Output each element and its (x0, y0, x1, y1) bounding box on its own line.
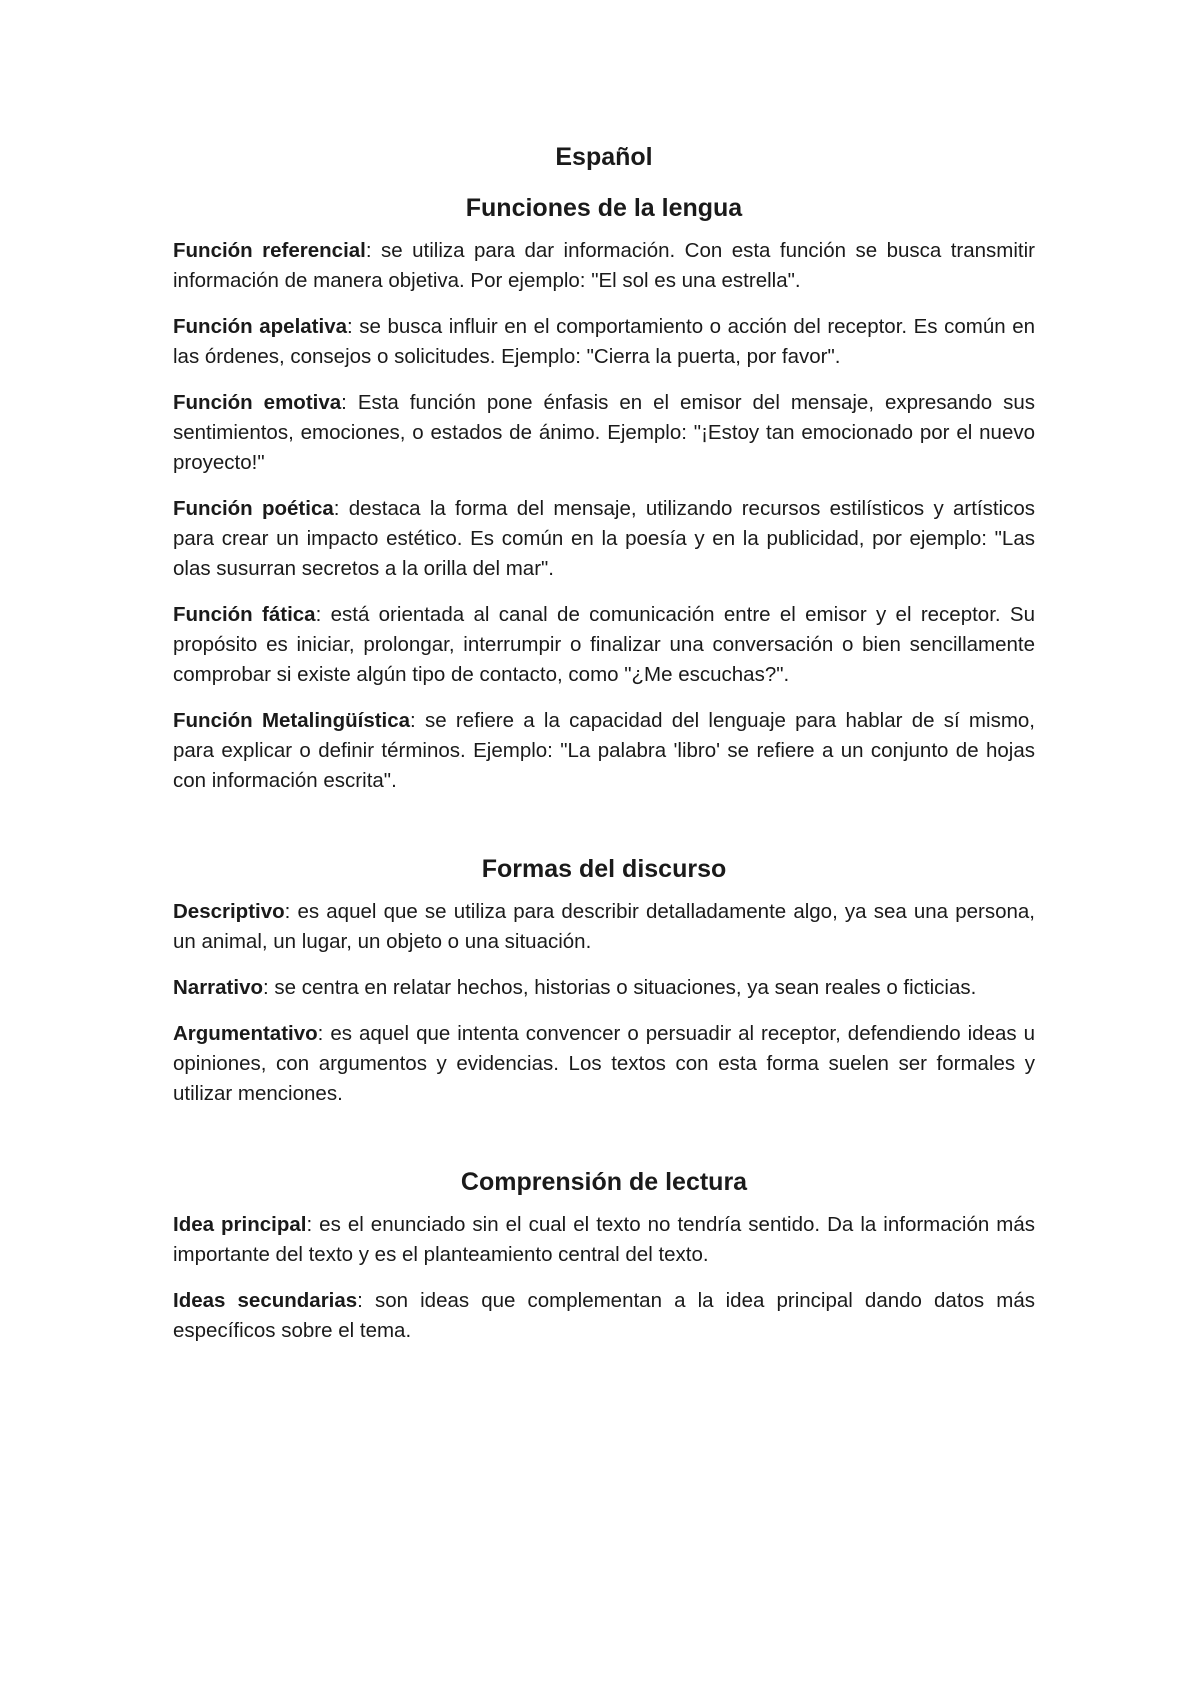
definition-text: : Esta función pone énfasis en el emisor del mensaje, expresando sus sentimientos, emociones, o estados de ánimo. Ejemplo: "¡Estoy tan emocionado por el nuevo proyecto!" (173, 391, 1035, 474)
definition-paragraph (173, 706, 1035, 796)
definition-term: Argumentativo (173, 1022, 318, 1045)
definition-paragraph (173, 973, 1035, 1003)
section-heading-comprension: Comprensión de lectura (460, 1168, 748, 1196)
definition-paragraph (173, 236, 1035, 296)
definition-term: Descriptivo (173, 900, 285, 923)
definition-text: : se utiliza para dar información. Con esta función se busca transmitir información de manera objetiva. Por ejemplo: "El sol es una estrella". (173, 239, 1036, 292)
definition-paragraph (173, 1286, 1035, 1346)
definition-paragraph (173, 1210, 1035, 1270)
section-heading-funciones: Funciones de la lengua (465, 194, 743, 222)
definition-paragraph (173, 1019, 1035, 1109)
definition-text: : es aquel que intenta convencer o persuadir al receptor, defendiendo ideas u opiniones, con argumentos y evidencias. Los textos con esta forma suelen ser formales y utilizar menciones. (173, 1022, 1035, 1105)
definition-text: : está orientada al canal de comunicación entre el emisor y el receptor. Su propósito es iniciar, prolongar, interrumpir o finalizar una conversación o bien sencillamente comprobar si existe algún tipo de contacto, como "¿Me escuchas?". (173, 603, 1035, 686)
definition-term: Función apelativa (173, 315, 348, 338)
definition-term: Narrativo (173, 976, 264, 999)
definition-paragraph (173, 312, 1035, 372)
definition-text: : destaca la forma del mensaje, utilizando recursos estilísticos y artísticos para crear un impacto estético. Es común en la poesía y en la publicidad, por ejemplo: "Las olas susurran secretos a la orilla del mar". (173, 497, 1035, 580)
definition-term: Función poética (173, 497, 334, 520)
definition-text: : son ideas que complementan a la idea principal dando datos más específicos sobre el tema. (173, 1289, 1035, 1342)
definition-term: Idea principal (173, 1213, 307, 1236)
definition-text: : es el enunciado sin el cual el texto no tendría sentido. Da la información más importante del texto y es el planteamiento central del texto. (173, 1213, 1035, 1266)
section-heading-formas: Formas del discurso (481, 855, 727, 883)
definition-paragraph (173, 897, 1035, 957)
definition-text: : es aquel que se utiliza para describir detalladamente algo, ya sea una persona, un animal, un lugar, un objeto o una situación. (173, 900, 1035, 953)
definition-paragraph (173, 494, 1035, 584)
definition-term: Ideas secundarias (173, 1289, 358, 1312)
definition-term: Función emotiva (173, 391, 342, 414)
definition-term: Función fática (173, 603, 316, 626)
definition-term: Función referencial (173, 239, 366, 262)
document-page (173, 140, 1035, 1362)
definition-text: : se centra en relatar hechos, historias o situaciones, ya sean reales o ficticias. (263, 976, 977, 999)
definition-term: Función Metalingüística (173, 709, 411, 732)
definition-text: : se refiere a la capacidad del lenguaje para hablar de sí mismo, para explicar o definir términos. Ejemplo: "La palabra 'libro' se refiere a un conjunto de hojas con información escrita". (173, 709, 1035, 792)
definition-paragraph (173, 600, 1035, 690)
definition-text: : se busca influir en el comportamiento o acción del receptor. Es común en las órdenes, consejos o solicitudes. Ejemplo: "Cierra la puerta, por favor". (173, 315, 1035, 368)
definition-paragraph (173, 388, 1035, 478)
document-title: Español (555, 143, 653, 171)
